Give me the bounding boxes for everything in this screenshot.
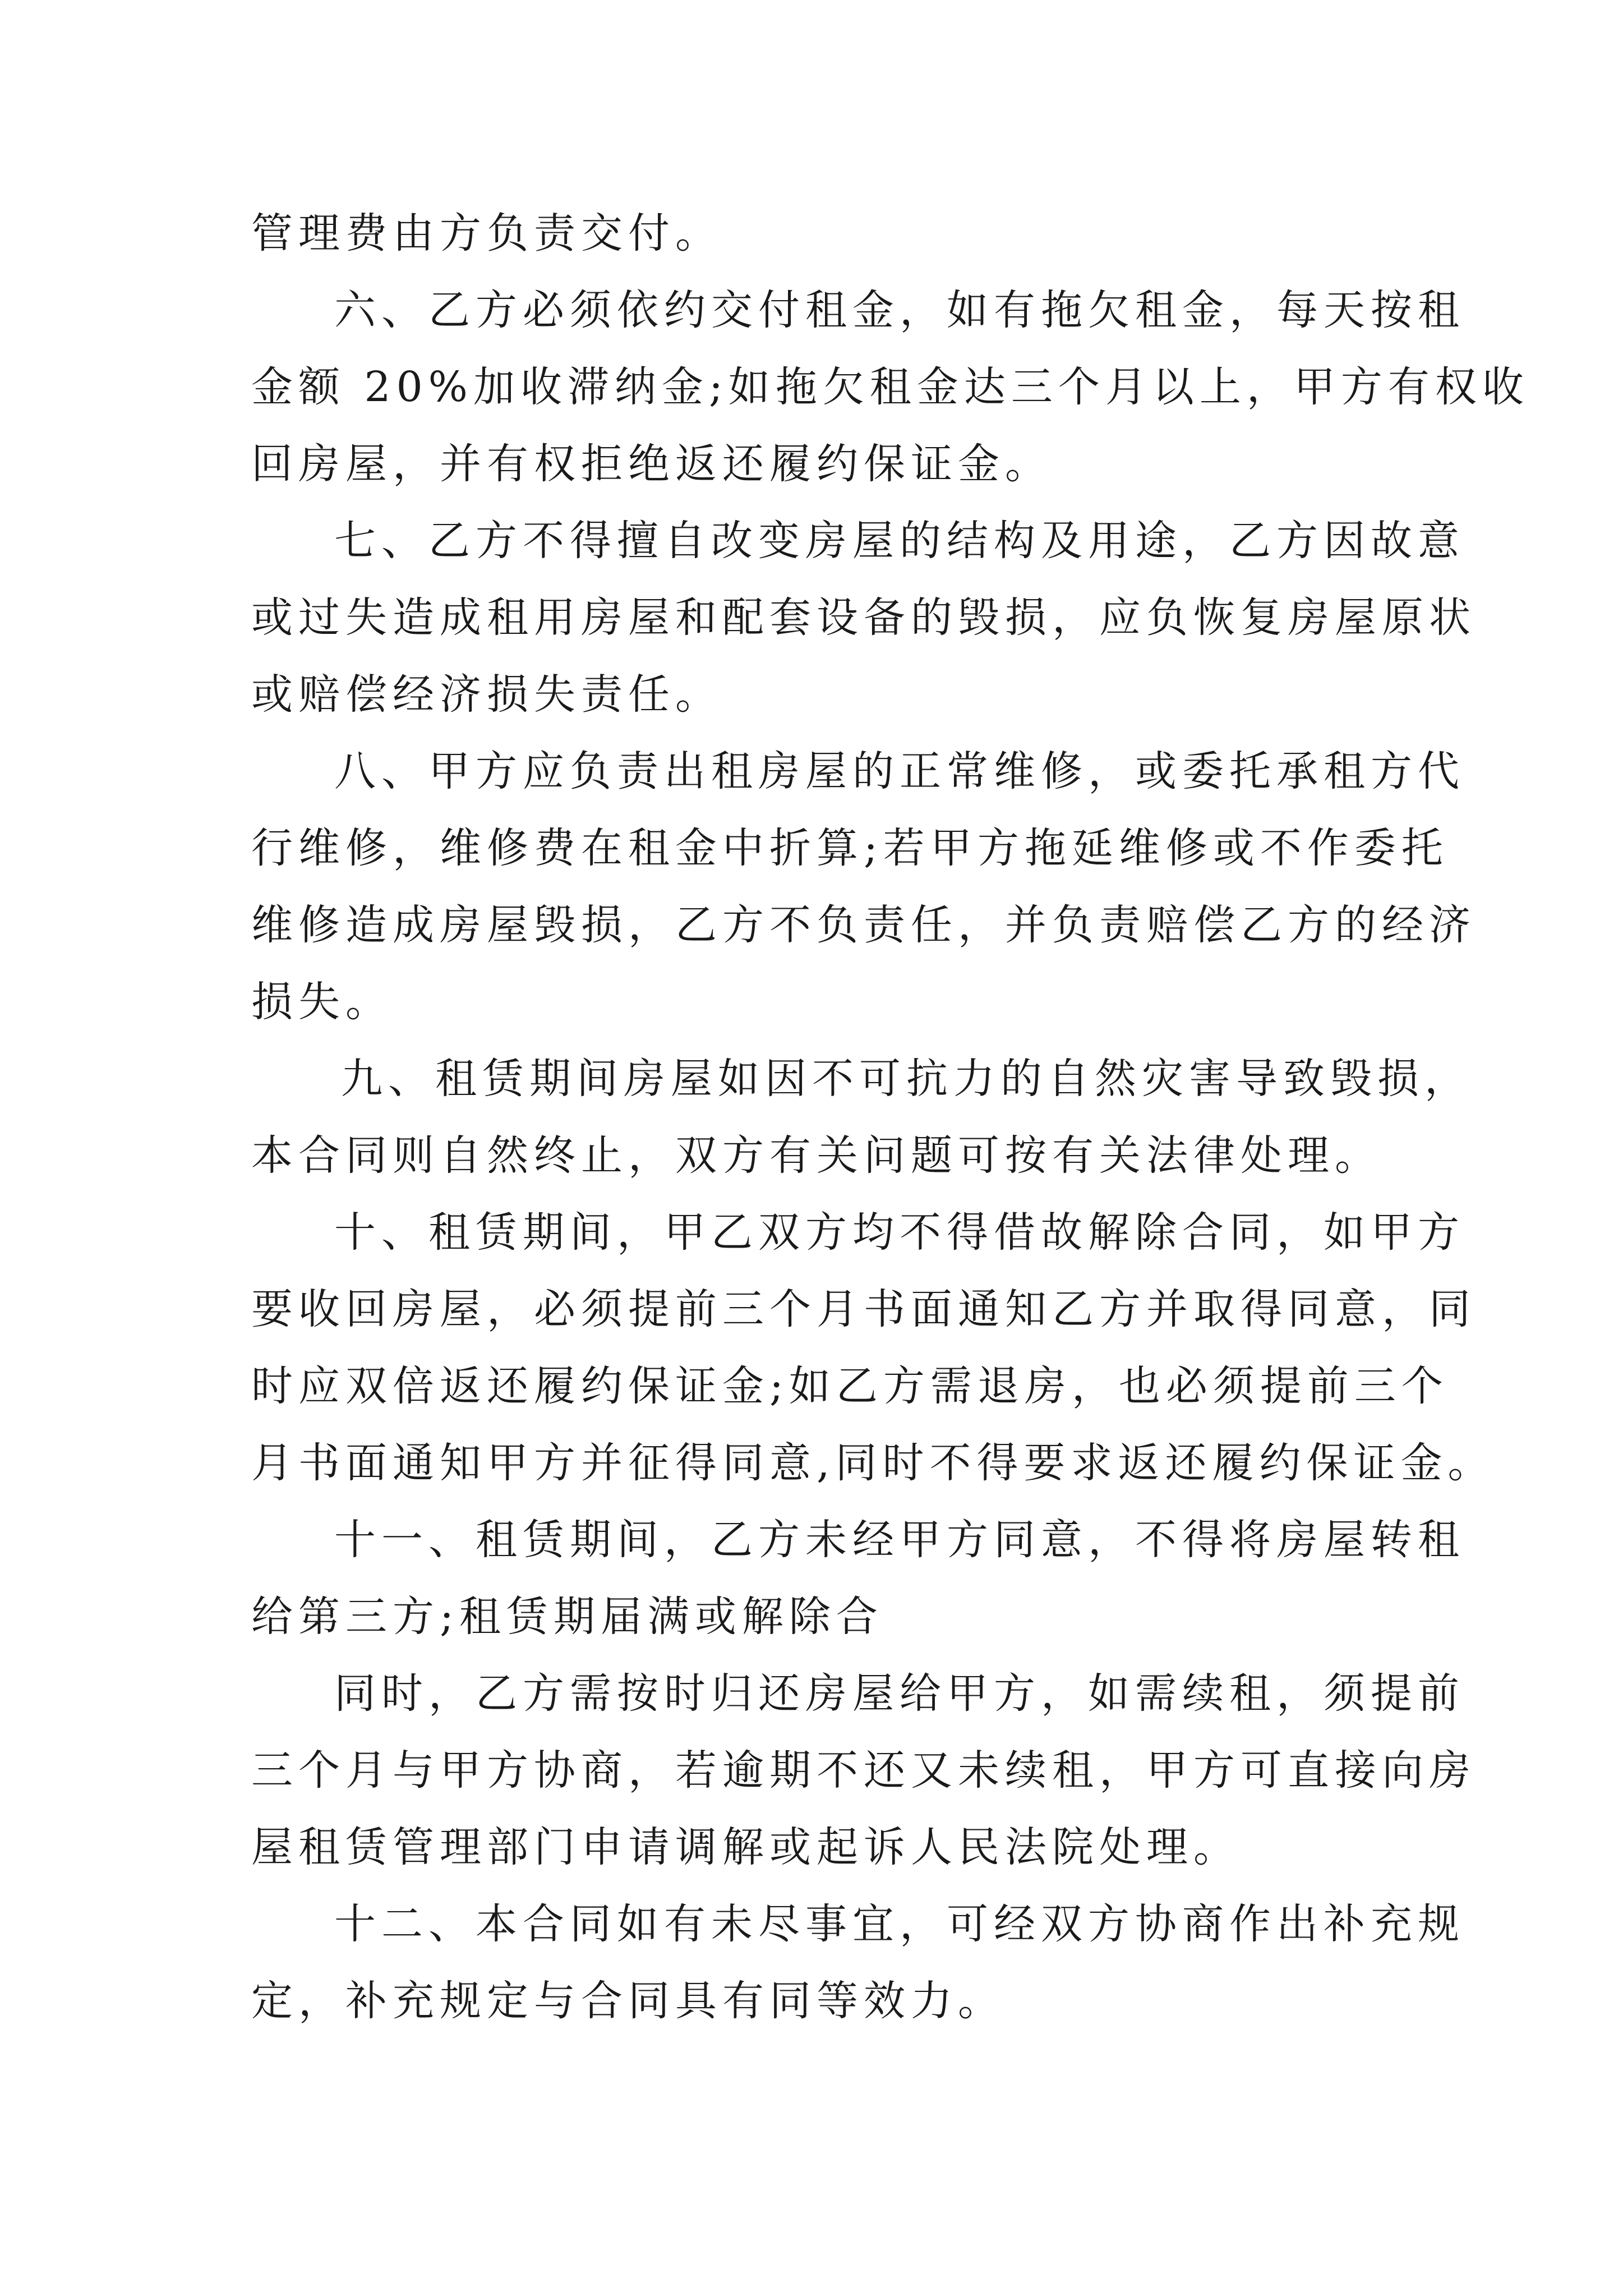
text-line: 维修造成房屋毁损，乙方不负责任，并负责赔偿乙方的经济	[251, 901, 1476, 949]
text-line: 三个月与甲方协商，若逾期不还又未续租，甲方可直接向房	[251, 1746, 1476, 1795]
clause-6-start: 六、乙方必须依约交付租金，如有拖欠租金，每天按租	[334, 286, 1465, 334]
text-line: 回房屋，并有权拒绝返还履约保证金。	[251, 440, 1052, 488]
text-line: 或赔偿经济损失责任。	[251, 670, 722, 719]
text-line: 月书面通知甲方并征得同意,同时不得要求返还履约保证金。	[251, 1439, 1495, 1487]
text-line: 行维修，维修费在租金中折算;若甲方拖延维修或不作委托	[251, 824, 1449, 872]
text-line: 屋租赁管理部门申请调解或起诉人民法院处理。	[251, 1823, 1241, 1871]
text-line: 金额 20%加收滞纳金;如拖欠租金达三个月以上，甲方有权收	[251, 363, 1529, 411]
clause-9-start: 九、租赁期间房屋如因不可抗力的自然灾害导致毁损，	[341, 1055, 1472, 1103]
text-line: 要收回房屋，必须提前三个月书面通知乙方并取得同意，同	[251, 1285, 1476, 1333]
text-line: 时应双倍返还履约保证金;如乙方需退房，也必须提前三个	[251, 1362, 1449, 1410]
clause-8-start: 八、甲方应负责出租房屋的正常维修，或委托承租方代	[334, 747, 1465, 795]
clause-7-start: 七、乙方不得擅自改变房屋的结构及用途，乙方因故意	[334, 517, 1465, 565]
text-line: 给第三方;租赁期届满或解除合	[251, 1593, 883, 1641]
paragraph-start: 同时，乙方需按时归还房屋给甲方，如需续租，须提前	[334, 1669, 1465, 1718]
text-line: 损失。	[251, 978, 393, 1026]
clause-12-start: 十二、本合同如有未尽事宜，可经双方协商作出补充规	[334, 1900, 1465, 1948]
clause-10-start: 十、租赁期间，甲乙双方均不得借故解除合同，如甲方	[334, 1208, 1465, 1257]
text-line: 或过失造成租用房屋和配套设备的毁损，应负恢复房屋原状	[251, 593, 1476, 642]
clause-11-start: 十一、租赁期间，乙方未经甲方同意，不得将房屋转租	[334, 1516, 1465, 1564]
text-line: 本合同则自然终止，双方有关问题可按有关法律处理。	[251, 1131, 1382, 1180]
text-line: 定，补充规定与合同具有同等效力。	[251, 1977, 1005, 2025]
text-line: 管理费由方负责交付。	[251, 209, 722, 257]
document-body	[251, 195, 1529, 2040]
